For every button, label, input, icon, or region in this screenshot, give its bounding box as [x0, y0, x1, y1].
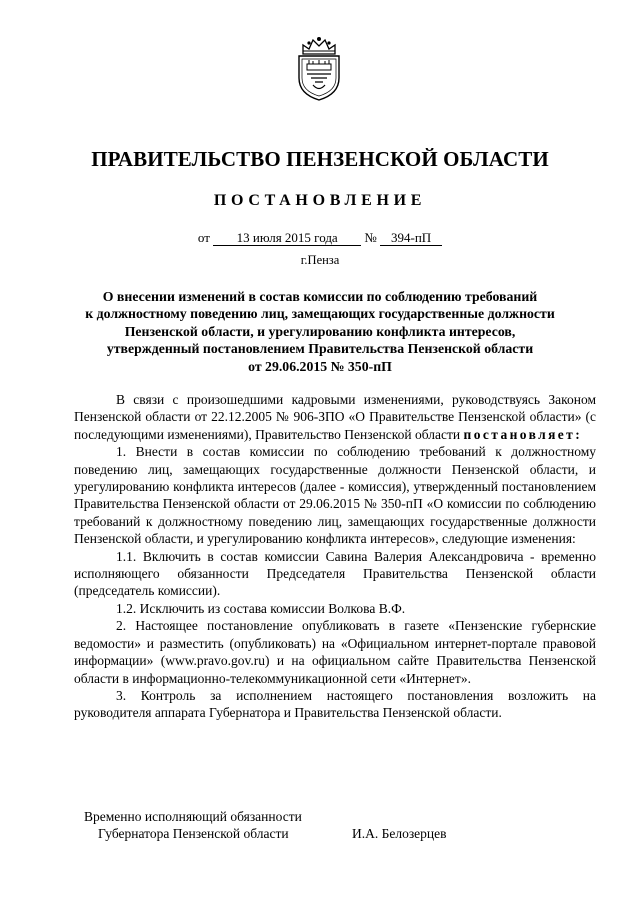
signatory-name: И.А. Белозерцев	[352, 826, 447, 841]
date-number-line	[0, 230, 640, 246]
signatory-position-line1: Временно исполняющий обязанности	[84, 809, 302, 824]
date-prefix: от	[197, 230, 210, 245]
document-heading	[60, 288, 580, 375]
document-body	[74, 391, 596, 722]
number-sign: №	[364, 230, 377, 245]
document-type: ПОСТАНОВЛЕНИЕ	[213, 192, 427, 209]
heading-line: от 29.06.2015 № 350-пП	[248, 358, 392, 374]
heading-line: утвержденный постановлением Правительства Пензенской области	[106, 341, 534, 357]
document-number: 394-пП	[380, 231, 442, 246]
document-date: 13 июля 2015 года	[213, 231, 361, 246]
penza-coat-of-arms-icon	[293, 34, 345, 102]
signatory-position-line2: Губернатора Пензенской области	[98, 826, 289, 841]
heading-line: О внесении изменений в состав комиссии по соблюдению требований	[102, 289, 538, 304]
paragraph-1: 1. Внести в состав комиссии по соблюдению требований к должностному поведению лиц, замещающих государственные должности Пензенской области, и урегулированию конфликта интересов (далее - комиссия), утвержденный постановлением Правительства Пензенской области от 29.06.2015 № 350-пП «О комиссии по соблюдению требований к должностному поведению лиц, замещающих государственные должности Пензенской области, и урегулированию конфликта интересов», следующие изменения:	[74, 444, 596, 547]
government-title: ПРАВИТЕЛЬСТВО ПЕНЗЕНСКОЙ ОБЛАСТИ	[91, 147, 549, 171]
heading-line: к должностному поведению лиц, замещающих государственные должности	[85, 306, 555, 322]
paragraph-3: 3. Контроль за исполнением настоящего постановления возложить на руководителя аппарата Губернатора и Правительства Пензенской области.	[74, 687, 596, 721]
heading-line: Пензенской области, и урегулированию конфликта интересов,	[124, 323, 516, 339]
paragraph-1-2: 1.2. Исключить из состава комиссии Волкова В.Ф.	[116, 600, 406, 616]
intro-text: В связи с произошедшими кадровыми изменениями, руководствуясь Законом Пензенской области от 22.12.2005 № 906-ЗПО «О Правительстве Пензенской области» (с последующими изменениями), Правительство Пензенской области	[74, 392, 596, 442]
decree-word: постановляет:	[463, 426, 583, 442]
paragraph-2: 2. Настоящее постановление опубликовать в газете «Пензенские губернские ведомости» и разместить (опубликовать) на «Официальном интернет-портале правовой информации» (www.pravo.gov.ru) и на официальном сайте Правительства Пензенской области в информационно-телекоммуникационной сети «Интернет».	[74, 618, 596, 686]
intro-paragraph	[74, 391, 596, 443]
city: г.Пенза	[300, 253, 340, 267]
paragraph-1-1: 1.1. Включить в состав комиссии Савина Валерия Александровича - временно исполняющего обязанности Председателя Правительства Пензенской области (председатель комиссии).	[74, 548, 596, 599]
